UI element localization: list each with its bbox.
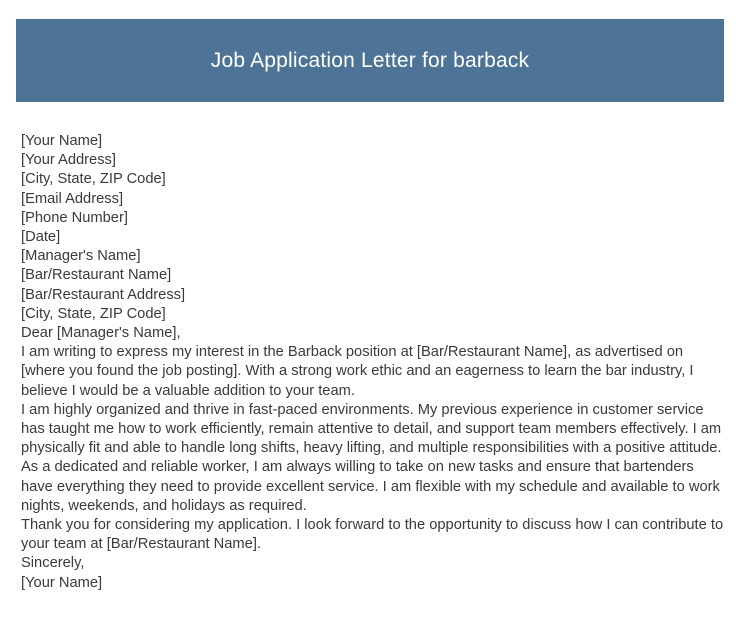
letter-salutation: Dear [Manager's Name], [21, 325, 181, 342]
letter-paragraph: I am highly organized and thrive in fast-paced environments. My previous experience in customer service has taught me how to work efficiently, remain attentive to detail, and support team members effectively. I am physically fit and able to handle long shifts, heavy lifting, and multiple responsibilities with a positive attitude. [21, 401, 722, 457]
letter-line: [Manager's Name] [21, 248, 141, 265]
letter-line: [Bar/Restaurant Name] [21, 267, 172, 284]
letter-paragraph: As a dedicated and reliable worker, I am always willing to take on new tasks and ensure that bartenders have everything they need to provide excellent service. I am flexible with my schedule and available to work nights, weekends, and holidays as required. [21, 459, 720, 514]
document-header-banner [16, 19, 724, 102]
letter-line: [Date] [21, 229, 61, 246]
letter-closing: Sincerely, [21, 555, 85, 572]
letter-line: [Bar/Restaurant Address] [21, 286, 186, 303]
letter-paragraph: Thank you for considering my application. I look forward to the opportunity to discuss how I can contribute to your team at [Bar/Restaurant Name]. [21, 517, 724, 553]
page-title: Job Application Letter for barback [210, 48, 530, 72]
letter-line: [Phone Number] [21, 209, 128, 226]
letter-line: [Your Name] [21, 133, 103, 149]
letter-signature: [Your Name] [21, 574, 103, 591]
letter-line: [Email Address] [21, 190, 124, 207]
letter-line: [Your Address] [21, 152, 116, 169]
letter-body [21, 132, 726, 593]
letter-line: [City, State, ZIP Code] [21, 305, 166, 322]
letter-paragraph: I am writing to express my interest in the Barback position at [Bar/Restaurant Name], as advertised on [where you found the job posting]. With a strong work ethic and an eagerness to learn the bar industry, I believe I would be a valuable addition to your team. [21, 344, 694, 399]
letter-line: [City, State, ZIP Code] [21, 171, 166, 188]
